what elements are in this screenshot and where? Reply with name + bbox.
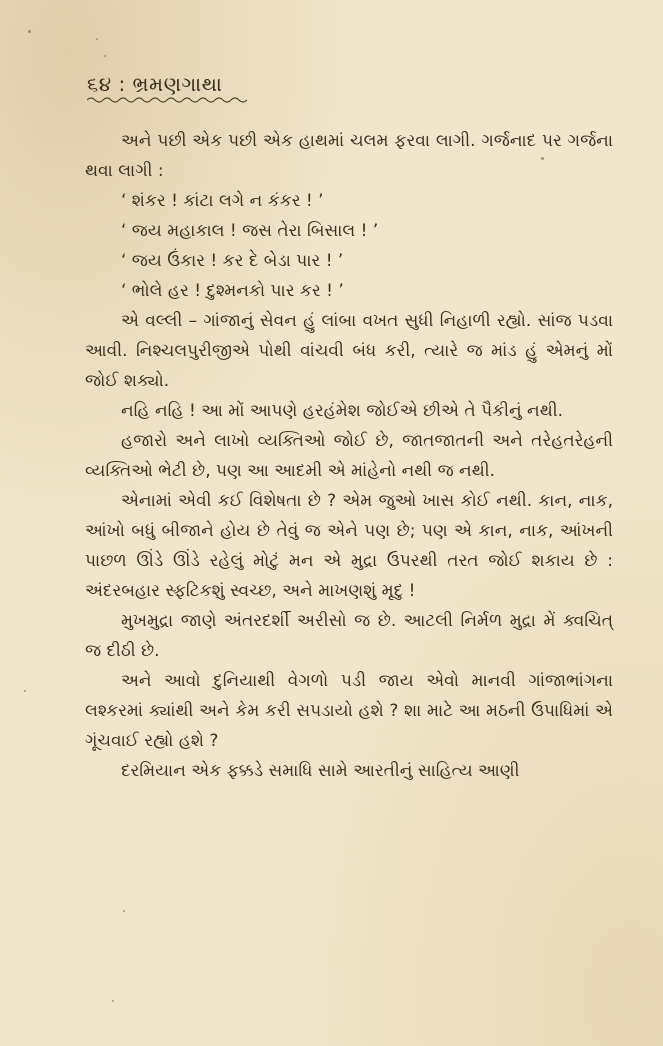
verse-line: ‘ જય મહાકાલ ! જસ તેરા બિસાલ ! ’ (121, 221, 379, 241)
body-paragraph: એ વલ્લી – ગાંજાનું સેવન હું લાંબા વખત સુધી નિહાળી રહ્યો. સાંજ પડવા આવી. નિશ્ચલપુરીજીએ પોથી વાંચવી બંધ કરી, ત્યારે જ માંડ હું એમનું મોં જોઈ શક્યો. (85, 311, 613, 391)
running-header (87, 70, 287, 98)
paper-speck (28, 30, 31, 33)
page-body (85, 126, 613, 786)
verse-line: ‘ ભોલે હર ! દુશ્મનકો પાર કર ! ’ (121, 281, 344, 301)
paper-speck (104, 55, 106, 57)
body-paragraph: દરમિયાન એક ફક્કડે સમાધિ સામે આરતીનું સાહિત્ય આણી (121, 761, 520, 781)
page-header: ૬૪ : ભ્રમણગાથા (87, 72, 223, 96)
wavy-underline (87, 96, 247, 104)
paper-speck (96, 38, 98, 40)
paper-speck (112, 1000, 114, 1002)
verse-line: ‘ શંકર ! કાંટા લગે ન કંકર ! ’ (121, 191, 324, 211)
paper-speck (123, 910, 125, 912)
body-paragraph: હજારો અને લાખો વ્યક્તિઓ જોઈ છે, જાતજાતની અને તરેહતરેહની વ્યક્તિઓ ભેટી છે, પણ આ આદમી એ માંહેનો નથી જ નથી. (85, 431, 613, 481)
body-paragraph: એનામાં એવી કઈ વિશેષતા છે ? એમ જુઓ ખાસ કોઈ નથી. કાન, નાક, આંખો બધું બીજાને હોય છે તેવું જ એને પણ છે; પણ એ કાન, નાક, આંખની પાછળ ઊંડે ઊંડે રહેલું મોટું મન એ મુદ્રા ઉપરથી તરત જોઈ શકાય છે : અંદરબહાર સ્ફટિકશું સ્વચ્છ, અને માખણશું મૃદુ ! (85, 491, 613, 601)
body-paragraph: અને આવો દુનિયાથી વેગળો પડી જાય એવો માનવી ગાંજાભાંગના લશ્કરમાં ક્યાંથી અને કેમ કરી સપડાયો હશે ? શા માટે આ મઠની ઉપાધિમાં એ ગૂંચવાઈ રહ્યો હશે ? (85, 671, 613, 751)
body-paragraph: નહિ નહિ ! આ મોં આપણે હરહંમેશ જોઈએ છીએ તે પૈકીનું નથી. (121, 401, 564, 421)
verse-line: ‘ જય ઉંકાર ! કર દે બેડા પાર ! ’ (121, 251, 344, 271)
body-paragraph: મુખમુદ્રા જાણે અંતરદર્શી અરીસો જ છે. આટલી નિર્મળ મુદ્રા મેં ક્વચિત્ જ દીઠી છે. (85, 611, 613, 661)
paper-speck (24, 690, 26, 692)
intro-paragraph: અને પછી એક પછી એક હાથમાં ચલમ ફરવા લાગી. ગર્જનાદ પર ગર્જના થવા લાગી : (85, 131, 613, 181)
